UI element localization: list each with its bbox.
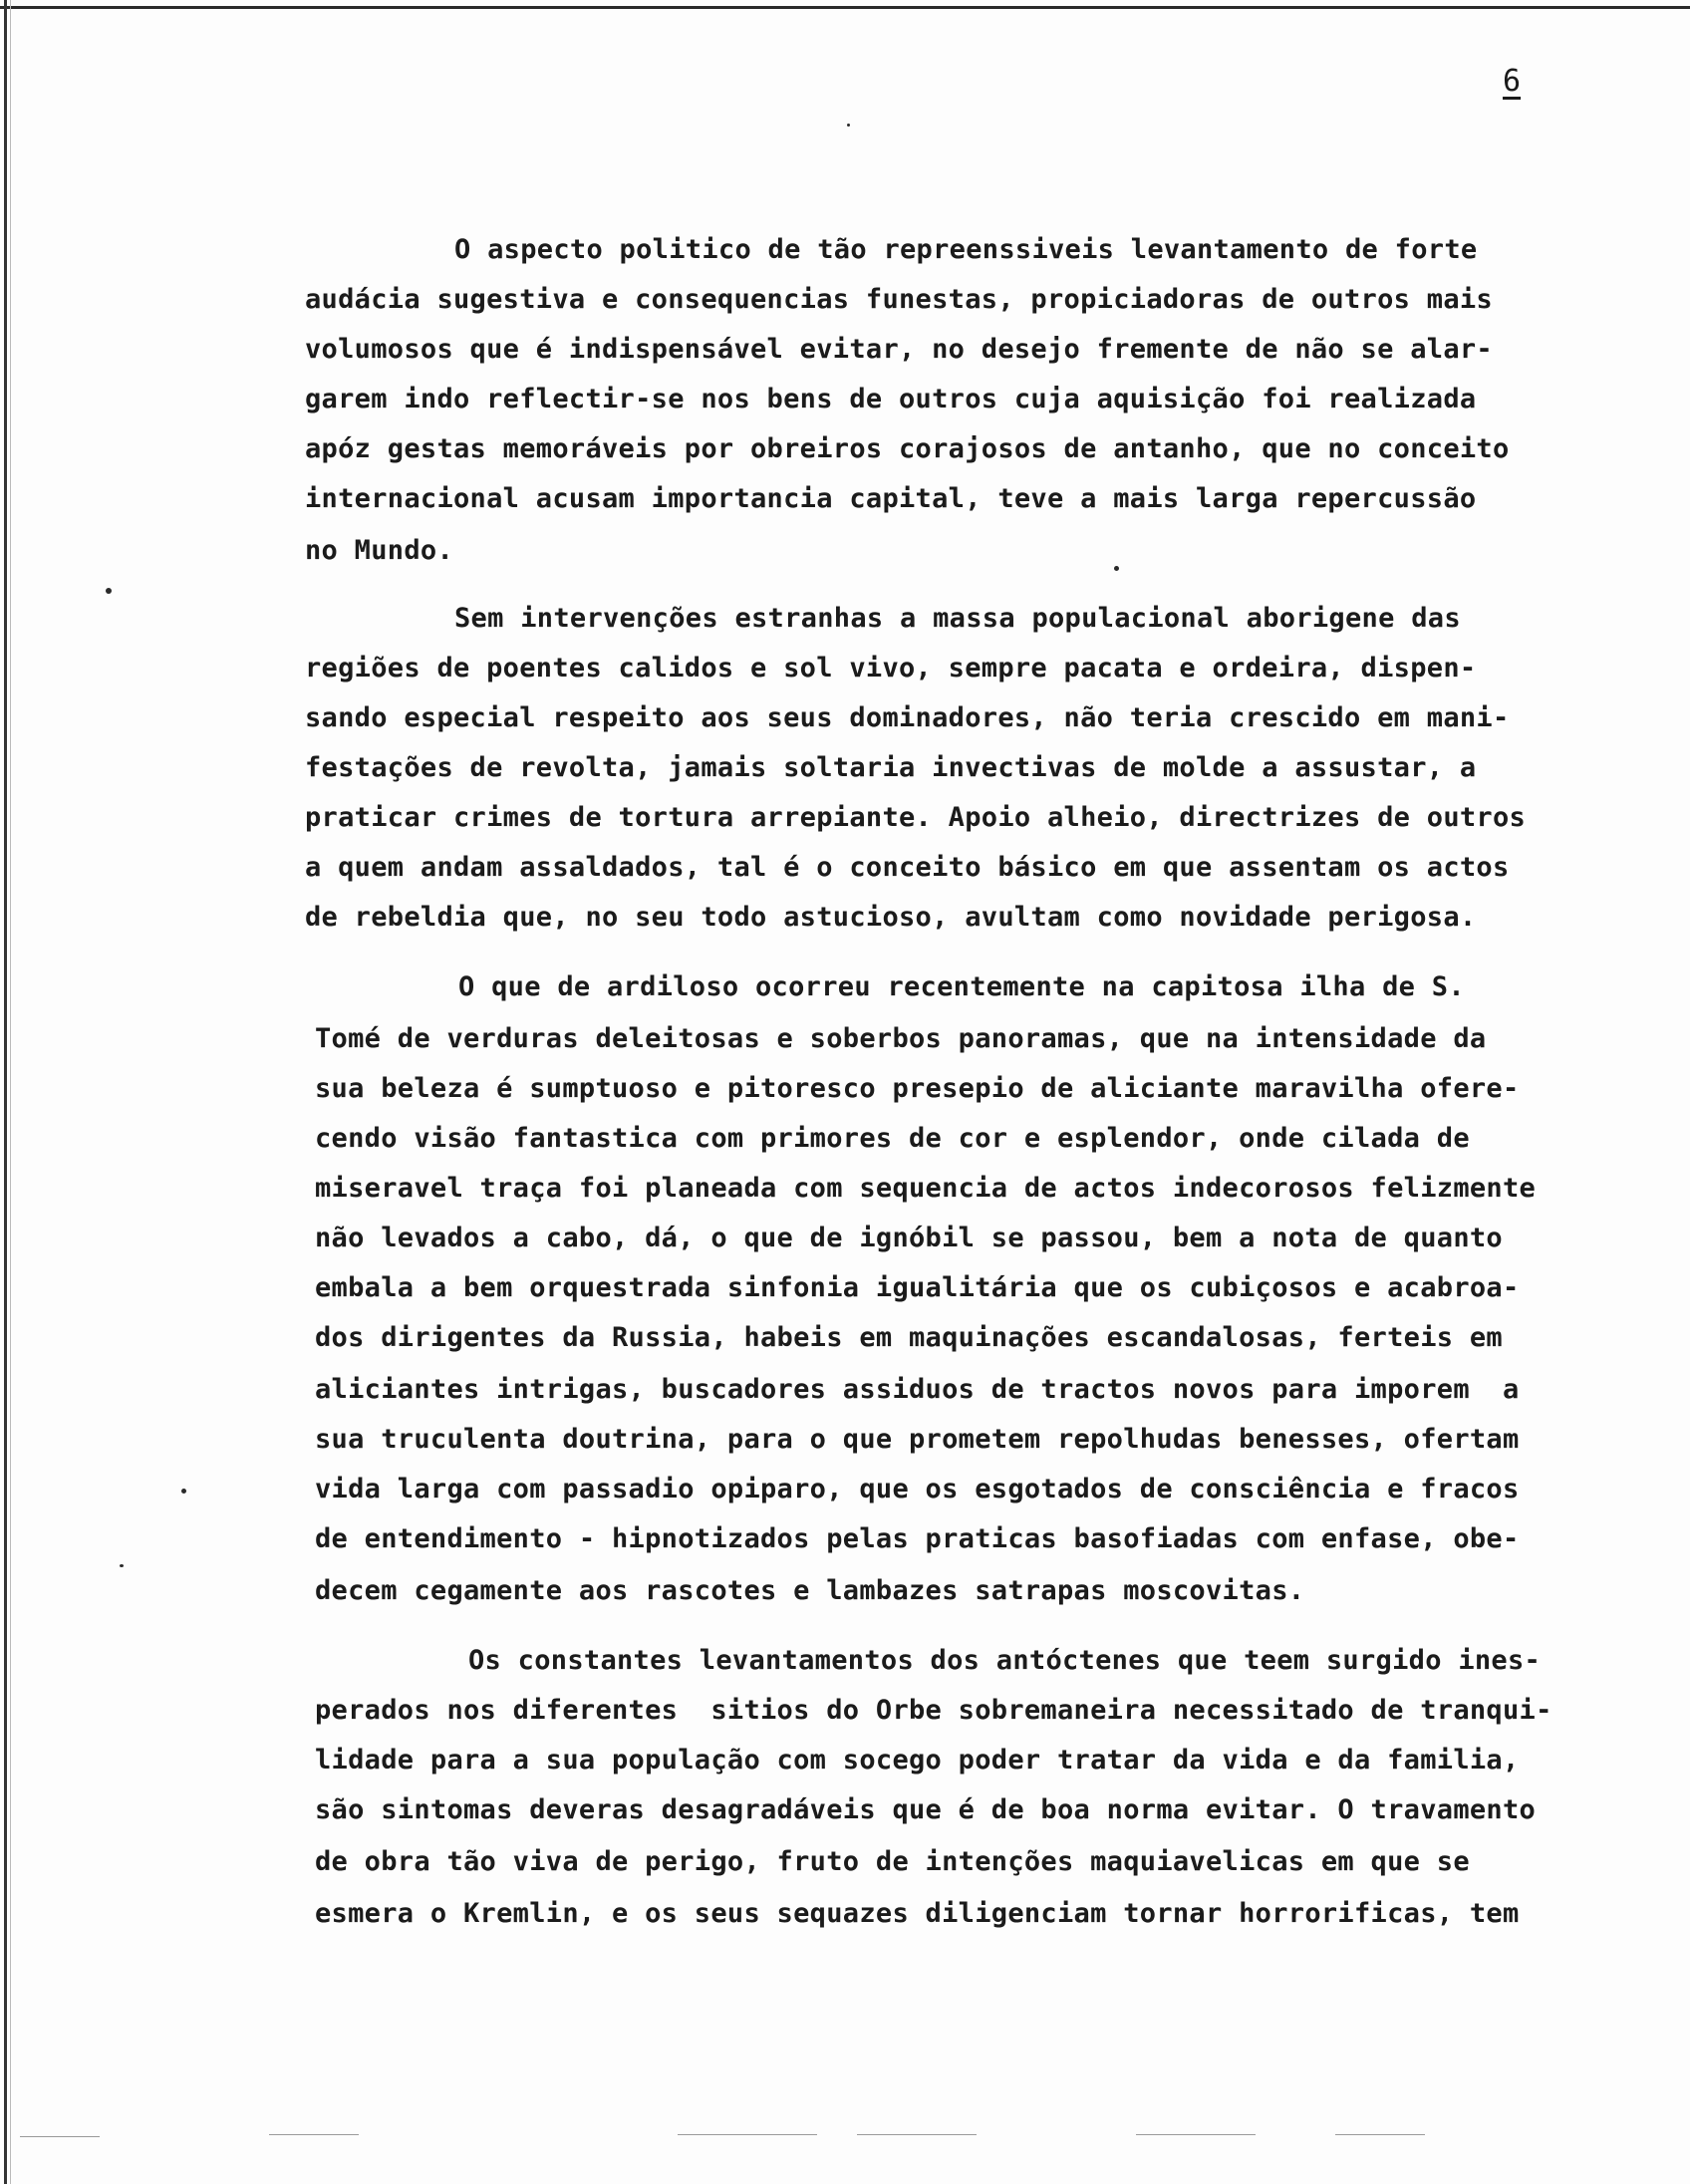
paragraph-line: miseravel traça foi planeada com sequencia de actos indecorosos felizmente [315, 1173, 1537, 1204]
paragraph-line: no Mundo. [305, 535, 453, 566]
left-border-shadow [10, 0, 11, 2184]
scan-noise [20, 2136, 100, 2137]
scan-speck [1114, 566, 1119, 571]
paragraph-line: embala a bem orquestrada sinfonia igualitária que os cubiçosos e acabroa- [315, 1272, 1520, 1303]
paragraph-line: regiões de poentes calidos e sol vivo, sempre pacata e ordeira, dispen- [305, 653, 1477, 683]
paragraph-line: Sem intervenções estranhas a massa populacional aborigene das [454, 603, 1461, 634]
paragraph-line: esmera o Kremlin, e os seus sequazes diligenciam tornar horrorificas, tem [315, 1898, 1520, 1929]
paragraph-line: não levados a cabo, dá, o que de ignóbil se passou, bem a nota de quanto [315, 1223, 1503, 1253]
paragraph-line: a quem andam assaldados, tal é o conceito básico em que assentam os actos [305, 852, 1510, 883]
scan-noise [857, 2134, 977, 2135]
paragraph-line: praticar crimes de tortura arrepiante. Apoio alheio, directrizes de outros [305, 802, 1527, 833]
paragraph-line: de obra tão viva de perigo, fruto de intenções maquiavelicas em que se [315, 1846, 1470, 1877]
scan-speck [847, 124, 850, 127]
paragraph-line: Tomé de verduras deleitosas e soberbos panoramas, que na intensidade da [315, 1023, 1487, 1054]
left-border-line [4, 0, 7, 2184]
paragraph-line: sando especial respeito aos seus dominadores, não teria crescido em mani- [305, 702, 1510, 733]
paragraph-line: de entendimento - hipnotizados pelas praticas basofiadas com enfase, obe- [315, 1523, 1520, 1554]
paragraph-line: sua truculenta doutrina, para o que prometem repolhudas benesses, ofertam [315, 1424, 1520, 1455]
top-border-line [0, 6, 1690, 9]
scan-noise [1136, 2134, 1256, 2135]
scan-noise [1335, 2134, 1425, 2135]
paragraph-line: volumosos que é indispensável evitar, no desejo fremente de não se alar- [305, 334, 1493, 365]
paragraph-line: garem indo reflectir-se nos bens de outros cuja aquisição foi realizada [305, 384, 1477, 414]
scan-speck [181, 1489, 186, 1494]
paragraph-line: O aspecto politico de tão repreenssiveis levantamento de forte [454, 234, 1478, 265]
paragraph-line: são sintomas deveras desagradáveis que é de boa norma evitar. O travamento [315, 1794, 1537, 1825]
paragraph-line: audácia sugestiva e consequencias funestas, propiciadoras de outros mais [305, 284, 1493, 315]
paragraph-line: de rebeldia que, no seu todo astucioso, avultam como novidade perigosa. [305, 902, 1477, 933]
page-number: 6 [1503, 64, 1522, 99]
paragraph-line: aliciantes intrigas, buscadores assiduos de tractos novos para imporem a [315, 1374, 1520, 1405]
scan-noise [678, 2134, 817, 2135]
paragraph-line: decem cegamente aos rascotes e lambazes satrapas moscovitas. [315, 1575, 1305, 1606]
paragraph-line: sua beleza é sumptuoso e pitoresco presepio de aliciante maravilha ofere- [315, 1073, 1520, 1104]
paragraph-line: Os constantes levantamentos dos antóctenes que teem surgido ines- [468, 1645, 1542, 1676]
paragraph-line: internacional acusam importancia capital, teve a mais larga repercussão [305, 483, 1477, 514]
scan-speck [120, 1564, 124, 1567]
paragraph-line: lidade para a sua população com socego poder tratar da vida e da familia, [315, 1745, 1520, 1775]
paragraph-line: festações de revolta, jamais soltaria invectivas de molde a assustar, a [305, 752, 1477, 783]
scan-noise [269, 2134, 359, 2135]
paragraph-line: perados nos diferentes sitios do Orbe sobremaneira necessitado de tranqui- [315, 1695, 1552, 1726]
paragraph-line: vida larga com passadio opiparo, que os esgotados de consciência e fracos [315, 1474, 1520, 1504]
paragraph-line: cendo visão fantastica com primores de cor e esplendor, onde cilada de [315, 1123, 1470, 1154]
paragraph-line: O que de ardiloso ocorreu recentemente na capitosa ilha de S. [458, 971, 1465, 1002]
scan-speck [106, 588, 112, 594]
paragraph-line: dos dirigentes da Russia, habeis em maquinações escandalosas, ferteis em [315, 1322, 1503, 1353]
paragraph-line: apóz gestas memoráveis por obreiros corajosos de antanho, que no conceito [305, 433, 1510, 464]
